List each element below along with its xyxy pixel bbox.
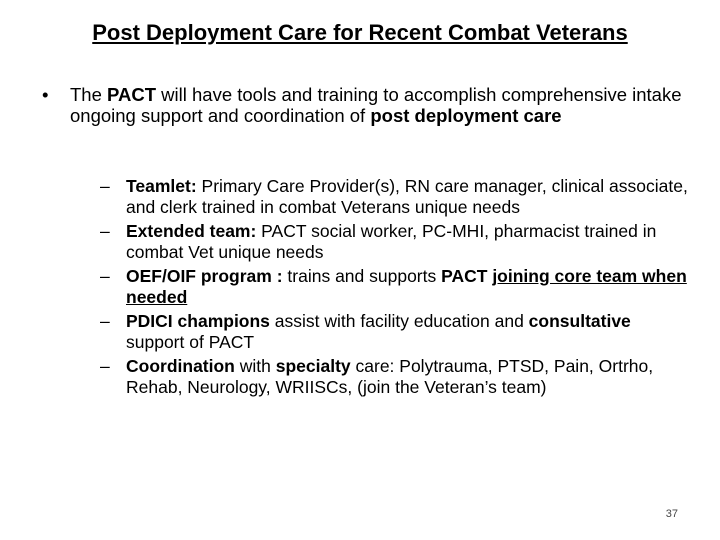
dash-marker: – <box>100 356 110 376</box>
sub-item-pdici <box>100 311 690 353</box>
main-bold-pact: PACT <box>107 84 157 105</box>
dash-marker: – <box>100 176 110 196</box>
dash-marker: – <box>100 311 110 331</box>
sub-item-text: PACT social worker, PC-MHI, pharmacist trained in combat Vet unique needs <box>126 221 657 262</box>
sub-item-bold: specialty <box>275 356 351 376</box>
dash-marker: – <box>100 266 110 286</box>
main-bold-post-deployment: post deployment care <box>370 105 562 126</box>
page-number: 37 <box>665 508 678 520</box>
sub-item-underlined: joining core team when needed <box>126 266 687 307</box>
main-text-1: The <box>70 84 108 105</box>
slide-title: Post Deployment Care for Recent Combat Veterans <box>92 20 628 45</box>
main-text-2: will have tools and training to accomplish comprehensive intake ongoing support and coordination of <box>70 84 682 126</box>
sub-item-text: with <box>234 356 276 376</box>
sub-item-label: Extended team: <box>126 221 257 241</box>
sub-item-text-2: support of PACT <box>126 332 255 352</box>
sub-bullet-list <box>100 176 690 401</box>
dash-marker: – <box>100 221 110 241</box>
sub-item-text: trains and supports <box>282 266 442 286</box>
main-bullet <box>42 84 682 126</box>
sub-item-extended-team <box>100 221 690 263</box>
sub-item-text-2: care: Polytrauma, PTSD, Pain, Ortrho, Rehab, Neurology, WRIISCs, (join the Veteran’s team) <box>126 356 654 397</box>
bullet-marker: • <box>42 84 49 105</box>
sub-item-label: OEF/OIF program : <box>126 266 283 286</box>
sub-item-text: Primary Care Provider(s), RN care manager, clinical associate, and clerk trained in combat Veterans unique needs <box>126 176 688 217</box>
sub-item-teamlet <box>100 176 690 218</box>
sub-item-bold: PACT <box>441 266 493 286</box>
sub-item-oef-oif <box>100 266 690 308</box>
sub-item-label: Teamlet: <box>126 176 197 196</box>
sub-item-label: Coordination <box>126 356 235 376</box>
main-bullet-text <box>70 84 682 126</box>
sub-item-bold: consultative <box>528 311 631 331</box>
sub-item-coordination <box>100 356 690 398</box>
sub-item-text: assist with facility education and <box>269 311 529 331</box>
sub-item-label: PDICI champions <box>126 311 270 331</box>
